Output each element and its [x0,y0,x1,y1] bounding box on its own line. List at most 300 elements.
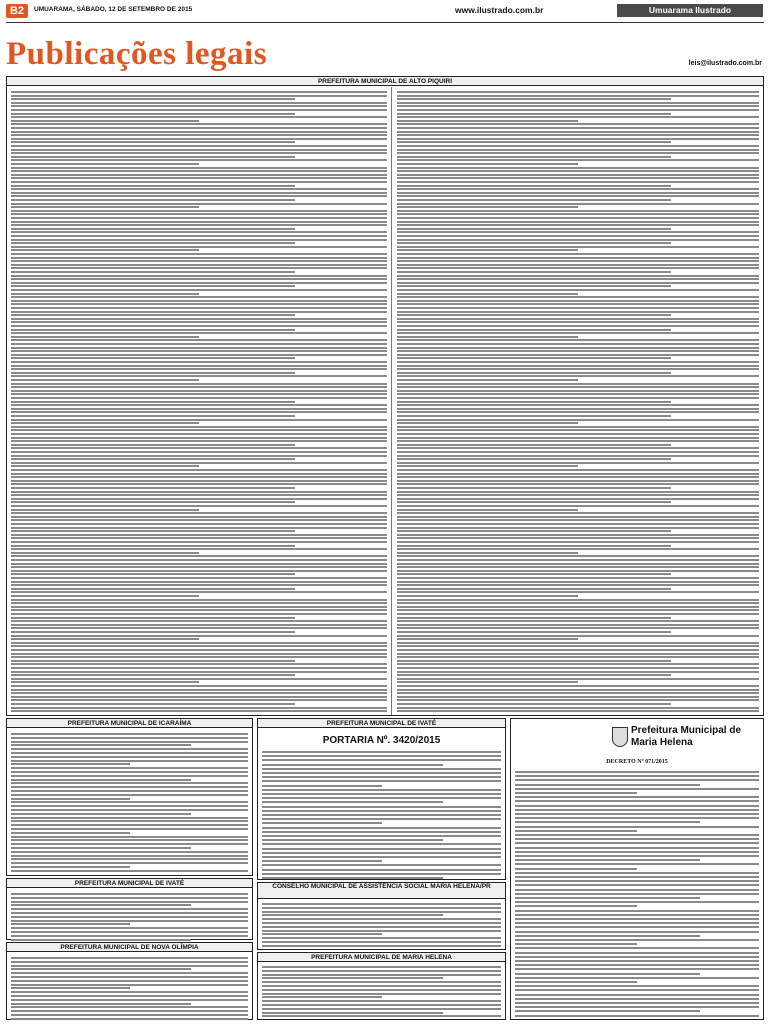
text-line [262,864,501,866]
text-line [397,505,759,507]
text-line [11,1010,248,1012]
text-line [11,1014,248,1016]
text-line [11,801,248,803]
text-line [397,465,578,467]
text-line [397,696,759,698]
text-line [515,884,759,886]
text-line [397,527,759,529]
notice-body [258,900,505,949]
page-number-badge: B2 [6,4,28,18]
text-line [397,545,671,547]
text-line [11,275,387,277]
text-line [515,817,759,819]
text-line [515,922,759,924]
paper-name: Umuarama Ilustrado [617,4,763,17]
text-line [397,530,671,532]
notice-body [511,769,763,1019]
text-line [11,109,387,111]
text-line [397,123,759,125]
text-line [11,494,387,496]
text-line [11,832,130,834]
text-line [11,763,130,765]
text-line [397,336,578,338]
text-line [11,1003,191,1005]
text-line [397,221,759,223]
text-line [11,336,199,338]
text-line [515,863,759,865]
text-line [515,830,637,832]
text-line [397,555,759,557]
text-line [515,947,759,949]
text-line [11,91,387,93]
text-line [397,120,578,122]
text-line [11,786,248,788]
notice-ivate-portaria [257,718,506,880]
text-line [397,552,578,554]
text-line [11,455,387,457]
text-line [11,260,387,262]
text-line [515,889,759,891]
text-line [262,860,382,862]
text-line [11,476,387,478]
text-line [397,386,759,388]
text-line [262,768,501,770]
text-line [515,994,759,996]
site-url[interactable]: www.ilustrado.com.br [455,5,544,15]
text-line [397,707,759,709]
text-line [11,828,248,830]
text-line [397,523,759,525]
text-line [11,767,248,769]
text-line [515,868,637,870]
text-line [11,901,248,903]
text-line [397,224,759,226]
text-line [11,961,248,963]
text-line [11,167,387,169]
text-line [397,192,759,194]
text-line [11,820,248,822]
portaria-title: PORTARIA Nº. 3420/2015 [322,735,441,746]
text-line [262,839,443,841]
notice-banner: PREFEITURA MUNICIPAL DE IVATÉ [7,879,252,888]
text-line [397,613,759,615]
text-line [11,927,248,929]
maria-helena-title: Prefeitura Municipal de Maria Helena [631,725,742,748]
text-line [262,1000,501,1002]
text-line [397,537,759,539]
text-line [11,957,248,959]
text-line [397,95,759,97]
text-line [11,733,248,735]
text-line [262,911,501,913]
text-line [397,307,759,309]
text-line [397,242,671,244]
text-line [11,199,295,201]
text-line [11,296,387,298]
text-line [397,285,671,287]
text-line [397,444,671,446]
text-line [397,426,759,428]
text-line [11,141,295,143]
text-line [262,806,501,808]
text-line [397,383,759,385]
text-line [11,465,199,467]
text-line [397,494,759,496]
text-line [262,818,501,820]
text-line [397,602,759,604]
text-line [11,440,387,442]
text-line [11,1006,248,1008]
text-line [515,998,759,1000]
text-line [11,920,248,922]
text-line [515,910,759,912]
text-line [397,329,671,331]
text-line [11,235,387,237]
text-line [11,102,387,104]
text-line [397,588,671,590]
text-line [262,852,501,854]
text-line [11,552,199,554]
text-line [397,177,759,179]
text-line [397,372,671,374]
text-line [11,321,387,323]
text-line [11,210,387,212]
text-line [397,138,759,140]
text-line [397,167,759,169]
text-line [397,541,759,543]
text-line [515,935,700,937]
text-line [262,945,501,947]
text-line [11,213,387,215]
text-line [11,437,387,439]
text-line [397,415,671,417]
text-line [11,870,248,872]
text-line [262,801,443,803]
text-line [11,602,387,604]
text-line [397,339,759,341]
text-line [11,839,248,841]
text-line [397,156,671,158]
text-line [397,303,759,305]
text-line [11,145,387,147]
text-line [515,809,759,811]
text-line [11,775,248,777]
text-line [397,653,759,655]
text-line [11,138,387,140]
text-line [11,116,387,118]
text-line [11,289,387,291]
text-line [262,1012,443,1014]
text-line [397,149,759,151]
text-line [397,462,759,464]
text-line [11,221,387,223]
text-line [397,692,759,694]
text-line [397,476,759,478]
alto-piquiri-left-column [7,87,392,715]
text-line [262,974,501,976]
text-line [515,943,637,945]
text-line [11,620,387,622]
text-line [11,285,295,287]
text-line [515,989,759,991]
text-line [397,296,759,298]
text-line [11,159,387,161]
text-line [397,347,759,349]
alto-piquiri-right-column [393,87,763,715]
text-line [262,926,501,928]
notice-nova-olimpia [6,942,253,1020]
text-line [262,981,501,983]
text-line [11,581,387,583]
text-line [262,835,501,837]
text-line [397,354,759,356]
text-line [11,627,387,629]
text-line [397,663,759,665]
text-line [397,645,759,647]
text-line [11,843,248,845]
text-line [11,163,199,165]
text-line [11,573,295,575]
text-line [262,751,501,753]
text-line [397,710,759,712]
text-line [11,541,387,543]
text-line [397,293,578,295]
text-line [11,897,248,899]
text-line [397,656,759,658]
text-line [11,487,295,489]
text-line [11,847,191,849]
text-line [11,824,248,826]
text-line [11,332,387,334]
notice-banner: PREFEITURA MUNICIPAL DE MARIA HELENA [258,953,505,962]
text-line [397,199,671,201]
text-line [11,1018,248,1020]
section-email[interactable]: leis@ilustrado.com.br [688,60,762,67]
text-line [397,638,578,640]
text-line [397,264,759,266]
text-line [397,447,759,449]
text-line [11,545,295,547]
text-line [11,451,387,453]
text-line [11,779,191,781]
text-line [397,300,759,302]
text-line [397,181,759,183]
text-line [397,278,759,280]
text-line [397,617,671,619]
text-line [11,350,387,352]
text-line [397,105,759,107]
text-line [397,152,759,154]
text-line [397,469,759,471]
text-line [11,939,191,941]
text-line [11,523,387,525]
text-line [262,1008,501,1010]
text-line [11,329,295,331]
text-line [262,848,501,850]
notice-banner: PREFEITURA MUNICIPAL DE ICARAÍMA [7,719,252,728]
text-line [397,473,759,475]
text-line [11,588,295,590]
text-line [515,956,759,958]
text-line [397,419,759,421]
text-line [11,195,387,197]
text-line [262,989,501,991]
text-line [11,95,387,97]
text-line [11,444,295,446]
text-line [262,776,501,778]
text-line [11,595,199,597]
text-line [515,775,759,777]
text-line [11,426,387,428]
text-line [11,984,248,986]
text-line [397,260,759,262]
text-line [11,862,248,864]
page-header [0,0,770,22]
text-line [11,203,387,205]
text-line [397,624,759,626]
text-line [11,505,387,507]
text-line [11,613,387,615]
text-line [515,838,759,840]
text-line [515,926,759,928]
text-line [397,491,759,493]
section-title: Publicações legais [6,36,268,72]
text-line [262,907,501,909]
text-line [262,755,501,757]
text-line [262,785,382,787]
text-line [397,235,759,237]
text-line [11,501,295,503]
text-line [397,681,578,683]
text-line [397,498,759,500]
text-line [262,933,382,935]
notice-ivate-left [6,878,253,940]
text-line [11,311,387,313]
text-line [11,411,387,413]
notice-banner: PREFEITURA MUNICIPAL DE IVATÉ [258,719,505,728]
text-line [11,689,387,691]
text-line [262,918,501,920]
text-line [11,300,387,302]
text-line [11,206,199,208]
text-line [397,563,759,565]
text-line [11,185,295,187]
text-line [262,793,501,795]
text-line [11,606,387,608]
notice-icaraima [6,718,253,876]
text-line [11,995,248,997]
text-line [515,1010,700,1012]
text-line [262,772,501,774]
text-line [397,253,759,255]
text-line [397,516,759,518]
text-line [11,372,295,374]
text-line [515,981,637,983]
text-line [11,534,387,536]
text-line [397,699,759,701]
text-line [11,134,387,136]
text-line [11,624,387,626]
text-line [262,822,382,824]
text-line [515,788,759,790]
text-line [11,509,199,511]
text-line [397,433,759,435]
text-line [397,239,759,241]
text-line [11,368,387,370]
notice-banner: PREFEITURA MUNICIPAL DE ALTO PIQUIRI [7,77,763,86]
text-line [11,656,387,658]
text-line [11,817,248,819]
text-line [397,440,759,442]
text-line [397,559,759,561]
text-line [515,985,759,987]
text-line [11,678,387,680]
text-line [11,188,387,190]
text-line [397,188,759,190]
text-line [11,908,248,910]
text-line [397,195,759,197]
text-line [11,325,387,327]
text-line [515,851,759,853]
text-line [397,584,759,586]
text-line [515,1015,759,1017]
text-line [11,422,199,424]
text-line [11,527,387,529]
text-line [515,905,637,907]
text-line [11,231,387,233]
text-line [262,977,443,979]
text-line [397,678,759,680]
text-line [397,390,759,392]
text-line [397,599,759,601]
text-line [262,903,501,905]
text-line [11,968,191,970]
notice-body [7,889,252,939]
text-line [397,185,671,187]
text-line [397,321,759,323]
text-line [262,869,501,871]
text-line [397,411,759,413]
text-line [515,939,759,941]
text-line [11,347,387,349]
text-line [11,249,199,251]
text-line [262,937,501,939]
text-line [11,192,387,194]
text-line [397,131,759,133]
text-line [11,570,387,572]
text-line [397,393,759,395]
text-line [262,797,501,799]
text-line [397,350,759,352]
text-line [397,635,759,637]
notice-body [258,749,505,879]
notice-banner: CONSELHO MUNICIPAL DE ASSISTÊNCIA SOCIAL MARIA HELENA/PR [258,883,505,899]
text-line [515,893,759,895]
text-line [262,831,501,833]
text-line [262,759,501,761]
text-line [11,267,387,269]
text-line [397,91,759,93]
text-line [11,498,387,500]
text-line [11,519,387,521]
text-line [11,375,387,377]
text-line [397,267,759,269]
text-line [11,991,248,993]
text-line [397,116,759,118]
text-line [11,737,248,739]
text-line [11,174,387,176]
text-line [397,357,671,359]
